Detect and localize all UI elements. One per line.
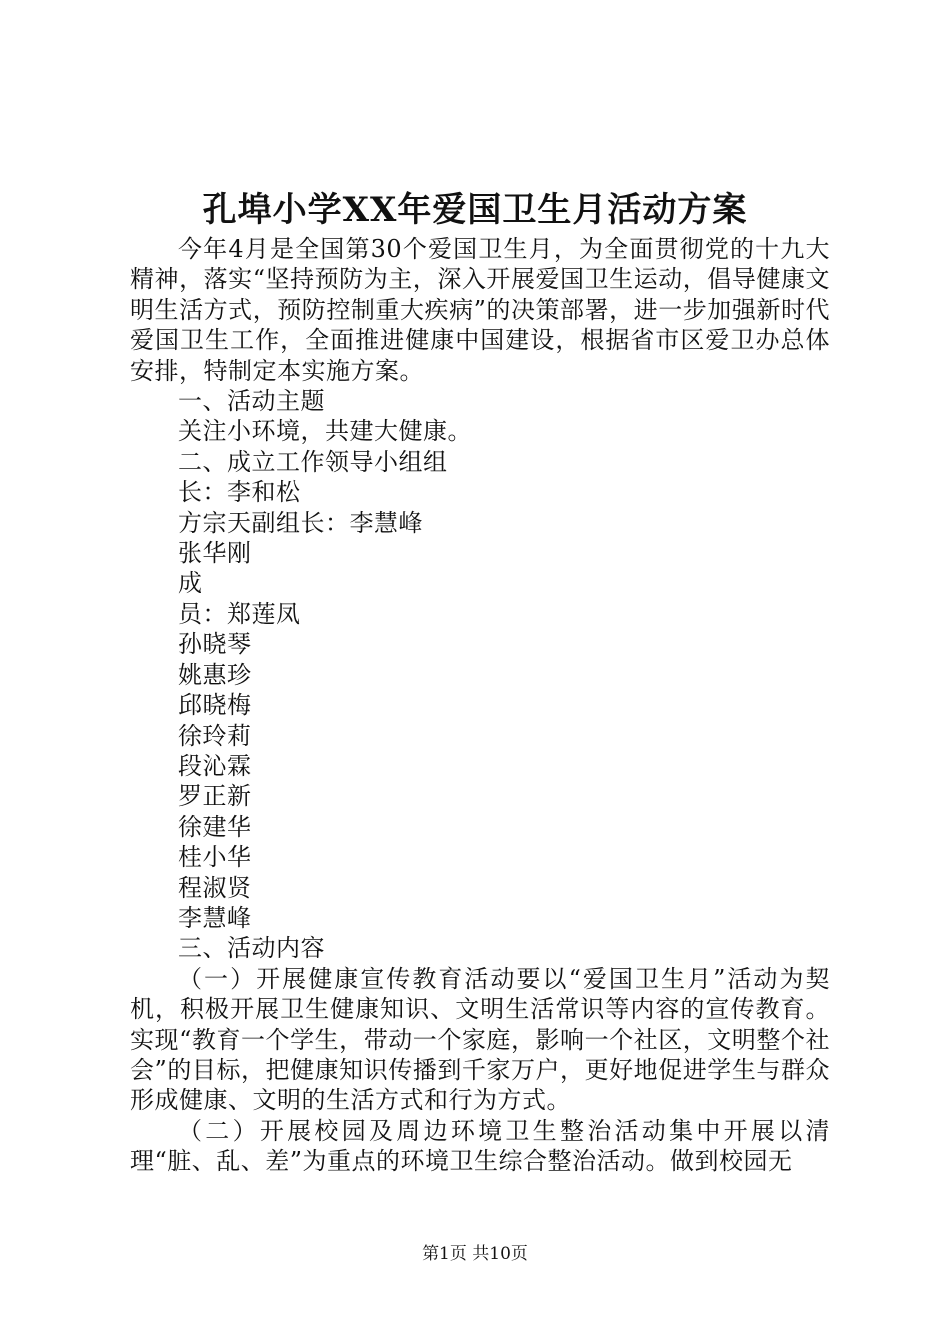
intro-paragraph: 今年4月是全国第30个爱国卫生月，为全面贯彻党的十九大精神，落实“坚持预防为主，深入开展爱国卫生运动，倡导健康文明生活方式，预防控制重大疾病”的决策部署，进一步加强新时代爱国卫生工作，全面推进健康中国建设，根据省市区爱卫办总体安排，特制定本实施方案。 bbox=[130, 235, 830, 385]
document-title: 孔埠小学XX年爱国卫生月活动方案 bbox=[202, 190, 748, 230]
deputy-line: 方宗天副组长：李慧峰 bbox=[178, 508, 423, 537]
content-paragraph-2: （二）开展校园及周边环境卫生整治活动集中开展以清理“脏、乱、差”为重点的环境卫生综合整治活动。做到校园无 bbox=[130, 1116, 830, 1176]
member-label-char: 成 bbox=[178, 569, 203, 598]
leader-line: 长：李和松 bbox=[178, 478, 301, 507]
member-name: 姚惠珍 bbox=[178, 660, 252, 689]
member-name: 孙晓琴 bbox=[178, 630, 252, 659]
member-name: 段沁霖 bbox=[178, 751, 252, 780]
section-heading-leadership: 二、成立工作领导小组组 bbox=[178, 447, 448, 476]
content-paragraph-1: （一）开展健康宣传教育活动要以“爱国卫生月”活动为契机，积极开展卫生健康知识、文明生活常识等内容的宣传教育。实现“教育一个学生，带动一个家庭，影响一个社区，文明整个社会”的目标，把健康知识传播到千家万户，更好地促进学生与群众形成健康、文明的生活方式和行为方式。 bbox=[130, 964, 830, 1115]
member-line: 员：郑莲凤 bbox=[178, 599, 301, 628]
deputy-name: 张华刚 bbox=[178, 539, 252, 568]
page-footer: 第1页 共10页 bbox=[422, 1244, 528, 1264]
section-heading-theme: 一、活动主题 bbox=[178, 387, 325, 416]
member-name: 邱晓梅 bbox=[178, 691, 252, 720]
theme-text: 关注小环境，共建大健康。 bbox=[178, 417, 472, 446]
member-name: 桂小华 bbox=[178, 843, 252, 872]
member-name: 徐建华 bbox=[178, 812, 252, 841]
member-name: 李慧峰 bbox=[178, 903, 252, 932]
document-body bbox=[130, 234, 830, 1177]
member-name: 程淑贤 bbox=[178, 873, 252, 902]
section-heading-content: 三、活动内容 bbox=[178, 934, 325, 963]
member-name: 徐玲莉 bbox=[178, 721, 252, 750]
member-name: 罗正新 bbox=[178, 782, 252, 811]
